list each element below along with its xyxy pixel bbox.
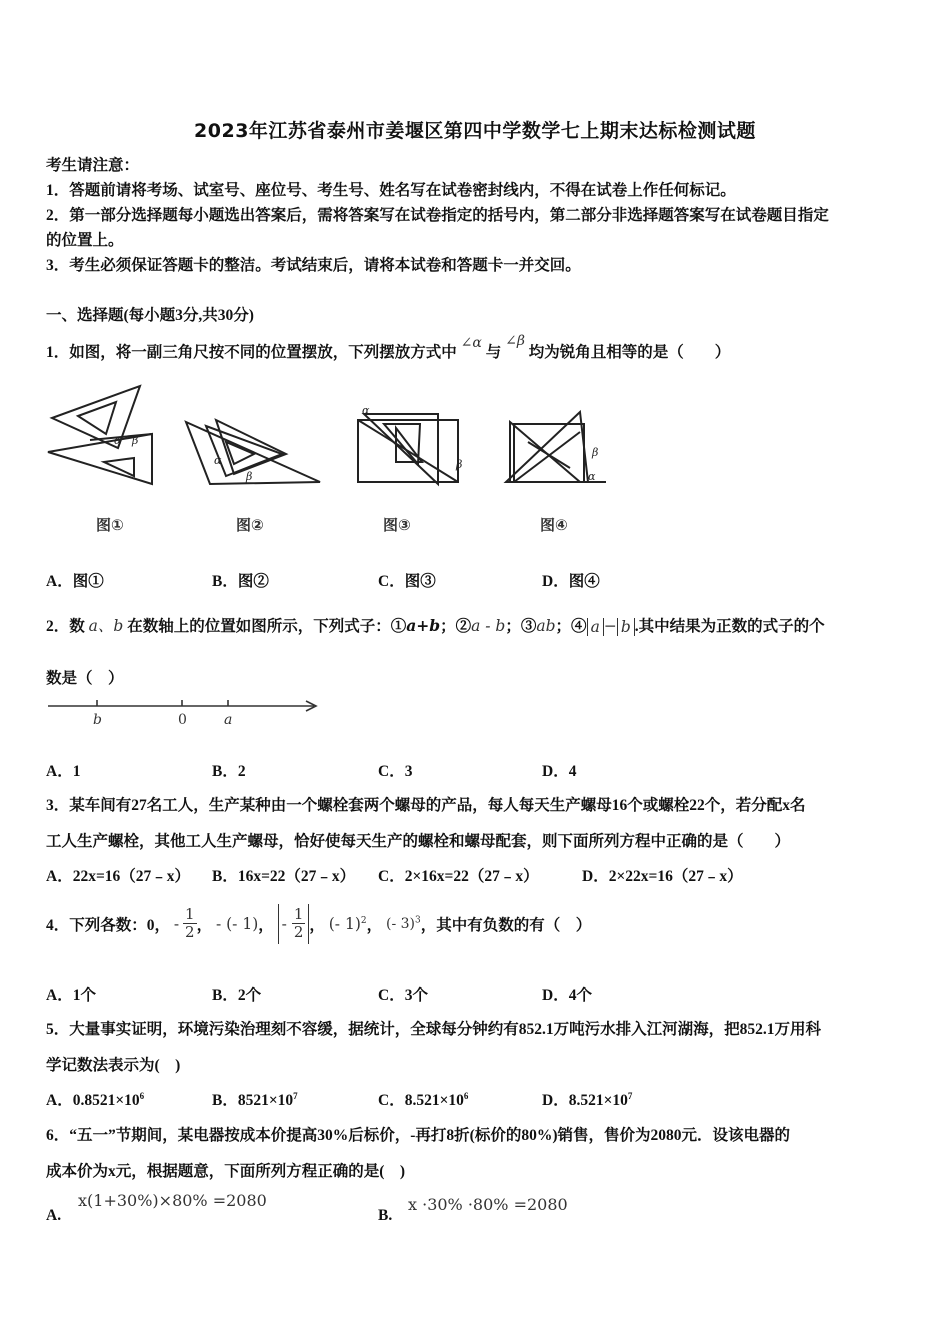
q4-neg-sign: - — [173, 914, 180, 933]
question-2-cont: 数是（ ） — [46, 670, 124, 687]
expr-a-plus-b: a+b — [406, 616, 441, 635]
expr-abs-b: b — [617, 618, 635, 636]
q4-item-2: - (- 1) — [215, 914, 259, 933]
notice-item-2: 2．第一部分选择题每小题选出答案后，需将答案写在试卷指定的括号内，第二部分非选择题答案写在试卷题目指定 — [46, 207, 829, 224]
q5-option-a[interactable] — [46, 1088, 144, 1110]
abs-fraction — [292, 906, 306, 942]
q4-option-c[interactable]: C．3个 — [378, 987, 428, 1004]
q4-option-b[interactable]: B．2个 — [212, 987, 262, 1004]
axis-label-0: 0 — [178, 712, 187, 728]
q5-c-exp: 6 — [463, 1090, 469, 1101]
q4-item-5-exp: 3 — [415, 915, 421, 926]
notice-item-2-cont: 的位置上。 — [46, 232, 124, 249]
q4-item-5 — [386, 916, 421, 932]
fig2-beta-label: β — [246, 470, 253, 483]
q4-option-d[interactable]: D．4个 — [542, 987, 592, 1004]
figure-2-label: 图② — [236, 516, 264, 534]
q2-option-a[interactable]: A．1 — [46, 763, 81, 780]
q2-option-c[interactable]: C．3 — [378, 763, 413, 780]
q4-sep-2: ， — [258, 916, 274, 934]
question-5-cont: 学记数法表示为( ) — [46, 1057, 181, 1074]
axis-label-b: b — [93, 712, 102, 728]
q2-text-3: ；③ — [505, 618, 537, 635]
fraction-neg-half — [183, 906, 197, 942]
q5-option-c[interactable] — [378, 1088, 468, 1110]
question-6: 6．“五一”节期间，某电器按成本价提高30%后标价，-再打8折(标价的80%)销售，售价为2080元．设该电器的 — [46, 1127, 790, 1144]
notice-heading: 考生请注意： — [46, 157, 140, 174]
alpha-angle: ∠α — [460, 335, 482, 351]
question-3-cont: 工人生产螺栓，其他工人生产螺母，恰好使每天生产的螺栓和螺母配套，则下面所列方程中正确的是（ ） — [46, 833, 791, 850]
q4-sep-3: ， — [309, 916, 325, 934]
q1-mid: 与 — [485, 344, 502, 361]
abs-neg-half — [278, 904, 310, 944]
fig3-alpha-label: α — [362, 404, 370, 417]
fig1-beta-label: β — [132, 434, 139, 447]
q3-option-d[interactable]: D．2×22x=16（27﹣x） — [582, 868, 743, 885]
q2-prefix: 2．数 — [46, 618, 85, 635]
q2-vars: a、b — [88, 617, 124, 635]
question-4 — [46, 904, 591, 944]
q2-option-b[interactable]: B．2 — [212, 763, 246, 780]
expr-minus: − — [603, 617, 617, 635]
q1-prefix: 1．如图，将一副三角尺按不同的位置摆放，下列摆放方式中 — [46, 344, 457, 361]
fig4-beta-label: β — [592, 446, 599, 459]
page-title: 2023年江苏省泰州市姜堰区第四中学数学七上期末达标检测试题 — [194, 120, 756, 142]
q4-prefix: 4．下列各数：0， — [46, 916, 171, 934]
q5-a-base: A．0.8521×10 — [46, 1092, 140, 1109]
fig1-alpha-label: α — [114, 434, 122, 447]
q4-option-a[interactable]: A．1个 — [46, 987, 96, 1004]
q1-suffix: 均为锐角且相等的是（ ） — [528, 344, 731, 361]
q4-item-4-base: (- 1) — [328, 914, 361, 933]
q5-option-d[interactable] — [542, 1088, 632, 1110]
axis-label-a: a — [224, 712, 233, 728]
expr-abs-a: a — [587, 618, 604, 636]
q1-option-d[interactable]: D．图④ — [542, 573, 600, 590]
q6-option-b-label[interactable]: B. — [378, 1207, 393, 1224]
q4-sep-1: ， — [196, 916, 213, 934]
question-1 — [46, 333, 731, 362]
figure-3-drawing — [358, 414, 458, 484]
question-5: 5．大量事实证明，环境污染治理刻不容缓，据统计，全球每分钟约有852.1万吨污水排入江河湖海，把852.1万用科 — [46, 1021, 822, 1038]
q2-text-2: ；② — [440, 618, 472, 635]
q4-sep-4: ， — [366, 916, 383, 934]
q4-item-4-exp: 2 — [360, 915, 367, 926]
fig4-alpha-label: α — [588, 470, 596, 483]
q5-a-exp: 6 — [139, 1090, 145, 1101]
figure-4-label: 图④ — [540, 516, 568, 534]
beta-angle: ∠β — [505, 333, 525, 349]
q2-text-4: ；④ — [555, 618, 587, 635]
q5-d-base: D．8.521×10 — [542, 1092, 628, 1109]
abs-neg-sign: - — [281, 914, 292, 933]
q2-option-d[interactable]: D．4 — [542, 763, 577, 780]
q3-option-a[interactable]: A．22x=16（27﹣x） — [46, 868, 191, 885]
number-line — [44, 694, 324, 730]
q4-suffix: ，其中有负数的有（ ） — [420, 916, 592, 934]
frac-denominator: 2 — [185, 923, 195, 942]
q5-option-b[interactable] — [212, 1088, 298, 1110]
section-heading: 一、选择题(每小题3分,共30分) — [46, 307, 254, 324]
notice-item-3: 3．考生必须保证答题卡的整洁。考试结束后，请将本试卷和答题卡一并交回。 — [46, 257, 581, 274]
q5-c-base: C．8.521×10 — [378, 1092, 464, 1109]
abs-frac-numerator: 1 — [293, 905, 304, 923]
fig3-beta-label: β — [456, 458, 463, 471]
q4-item-4 — [329, 915, 367, 933]
notice-item-1: 1．答题前请将考场、试室号、座位号、考生号、姓名写在试卷密封线内，不得在试卷上作任何标记。 — [46, 182, 736, 199]
frac-numerator: 1 — [185, 905, 195, 923]
figure-1-label: 图① — [96, 516, 124, 534]
q5-b-base: B．8521×10 — [212, 1092, 294, 1109]
q6-option-a[interactable]: x(1+30%)×80% =2080 — [78, 1191, 267, 1210]
abs-frac-denominator: 2 — [293, 923, 304, 942]
q2-text-1: 在数轴上的位置如图所示，下列式子：① — [127, 618, 407, 635]
q2-text-5: .其中结果为正数的式子的个 — [634, 618, 825, 635]
fig2-alpha-label: α — [214, 454, 222, 467]
q5-d-exp: 7 — [627, 1090, 633, 1101]
q5-b-exp: 7 — [293, 1090, 298, 1101]
question-6-cont: 成本价为x元，根据题意，下面所列方程正确的是( ) — [46, 1163, 406, 1180]
question-3: 3．某车间有27名工人，生产某种由一个螺栓套两个螺母的产品，每人每天生产螺母16个或螺栓22个，若分配x名 — [46, 797, 806, 814]
q1-option-b[interactable]: B．图② — [212, 573, 269, 590]
q4-item-5-base: (- 3) — [386, 916, 416, 933]
q3-option-b[interactable]: B．16x=22（27﹣x） — [212, 868, 356, 885]
q6-option-b[interactable]: x ·30% ·80% =2080 — [408, 1195, 568, 1214]
expr-ab: ab — [536, 617, 556, 635]
q3-option-c[interactable]: C．2×16x=22（27﹣x） — [378, 868, 539, 885]
q1-option-a[interactable]: A．图① — [46, 573, 104, 590]
question-2 — [46, 614, 825, 636]
figure-2-drawing — [186, 420, 320, 484]
figure-3-label: 图③ — [383, 516, 411, 534]
triangle-figures — [40, 380, 640, 490]
q6-option-a-label[interactable]: A. — [46, 1207, 62, 1224]
expr-a-minus-b: a - b — [471, 617, 506, 635]
q1-option-c[interactable]: C．图③ — [378, 573, 436, 590]
